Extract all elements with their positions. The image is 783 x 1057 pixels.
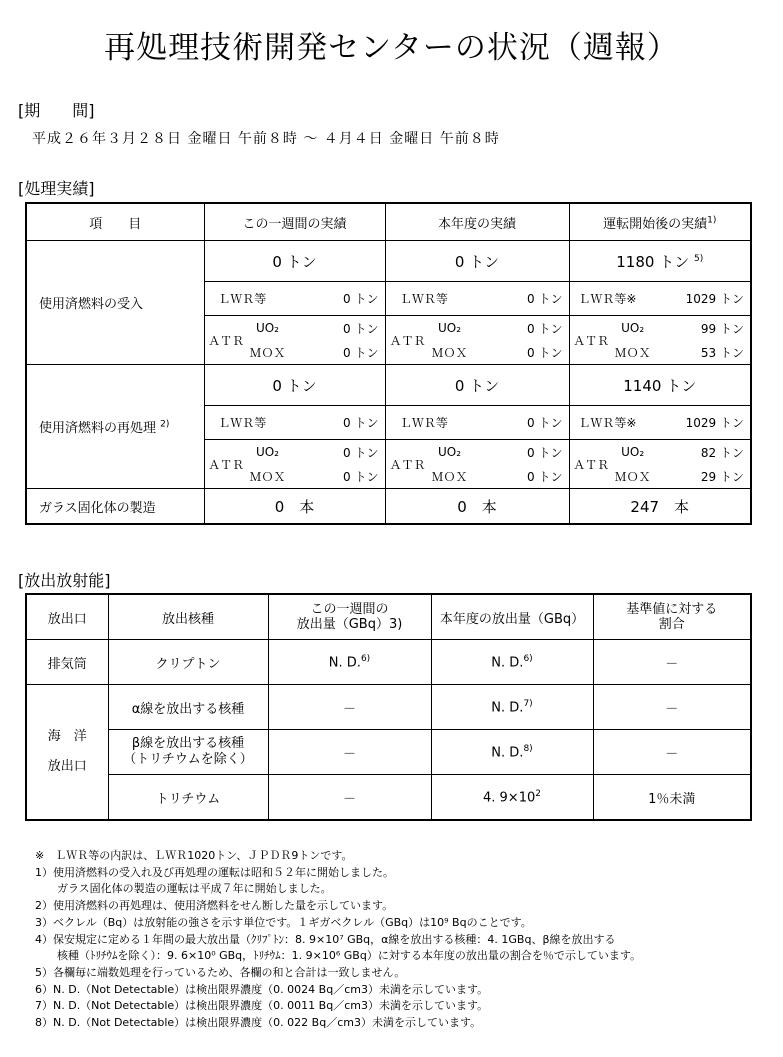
atr-label: ＡＴＲ (573, 333, 610, 348)
mox-value: 53 トン (700, 345, 744, 360)
nuclide-name: β線を放出する核種 （トリチウムを除く） (108, 730, 268, 775)
mox-label: ＭＯＸ (614, 345, 651, 360)
receipt-all-total: 1180 トン $^{5)}$ (569, 241, 751, 282)
mox-value: 0 トン (527, 345, 563, 360)
uo2-value: 99 トン (700, 321, 744, 336)
footnote: ※ ＬＷＲ等の内訳は、ＬＷＲ1020トン、ＪＰＤＲ9トンです。 (35, 849, 353, 862)
footnote: 7）N. D.（Not Detectable）は検出限界濃度（0. 0011 Bq／cm3）未満を示しています。 (35, 999, 489, 1013)
lwr-value: 0 トン (343, 416, 379, 430)
mox-label: ＭＯＸ (249, 345, 286, 360)
footnotes (35, 848, 641, 1032)
lwr-value: 0 トン (343, 292, 379, 306)
uo2-value: 82 トン (700, 445, 744, 460)
period-text: 平成２６年３月２８日 金曜日 午前８時 ～ ４月４日 金曜日 午前８時 (32, 131, 500, 147)
ratio: 1％未満 (593, 775, 751, 821)
header-week: この一週間の実績 (204, 203, 385, 241)
week-release: － (268, 730, 431, 775)
radio-heading: [放出放射能] (18, 571, 111, 590)
header-week-release: この一週間の 放出量（GBq）3) (268, 594, 431, 640)
mox-label: ＭＯＸ (249, 469, 286, 484)
uo2-label: UO₂ (621, 445, 645, 459)
footnote: 8）N. D.（Not Detectable）は検出限界濃度（0. 022 Bq／cm3）未満を示しています。 (35, 1016, 482, 1030)
week-release: N. D.$^{6)}$ (268, 640, 431, 685)
lwr-label: ＬＷＲ等 (399, 416, 448, 430)
atr-label: ＡＴＲ (389, 333, 426, 348)
header-total: 運転開始後の実績$^{1)}$ (569, 203, 751, 241)
outlet-stack: 排気筒 (26, 640, 108, 685)
atr-label: ＡＴＲ (389, 457, 426, 472)
lwr-label: ＬＷＲ等 (399, 292, 448, 306)
footnote: 4）保安規定に定める１年間の最大放出量（ｸﾘﾌﾟﾄﾝ：8. 9×10⁷ GBq，α線を放出する核種：4. 1GBq、β線を放出する (35, 932, 616, 946)
mox-value: 0 トン (343, 345, 379, 360)
uo2-label: UO₂ (255, 321, 279, 335)
nuclide-name: α線を放出する核種 (108, 685, 268, 730)
nuclide-name: クリプトン (108, 640, 268, 685)
week-release: － (268, 775, 431, 821)
mox-value: 0 トン (527, 469, 563, 484)
ratio: － (593, 730, 751, 775)
receipt-year-total: 0 トン (385, 241, 569, 282)
lwr-value: 0 トン (527, 416, 563, 430)
reprocess-year-total: 0 トン (385, 365, 569, 406)
mox-label: ＭＯＸ (614, 469, 651, 484)
lwr-value: 1029 トン (685, 416, 744, 430)
year-release: N. D.$^{7)}$ (431, 685, 593, 730)
header-outlet: 放出口 (26, 594, 108, 640)
uo2-value: 0 トン (343, 321, 379, 336)
ratio: － (593, 640, 751, 685)
processing-table (25, 202, 752, 525)
glass-week: 0 本 (204, 489, 385, 525)
lwr-value: 1029 トン (685, 292, 744, 306)
uo2-label: UO₂ (438, 445, 462, 459)
uo2-label: UO₂ (438, 321, 462, 335)
reprocess-label: 使用済燃料の再処理 $^{2)}$ (26, 365, 204, 489)
receipt-label: 使用済燃料の受入 (26, 241, 204, 365)
ratio: － (593, 685, 751, 730)
uo2-label: UO₂ (621, 321, 645, 335)
week-release: － (268, 685, 431, 730)
atr-label: ＡＴＲ (208, 333, 245, 348)
reprocess-week-total: 0 トン (204, 365, 385, 406)
lwr-label: ＬＷＲ等 (218, 292, 267, 306)
radioactivity-table (25, 593, 752, 821)
uo2-value: 0 トン (343, 445, 379, 460)
processing-heading: [処理実績] (18, 179, 95, 198)
atr-label: ＡＴＲ (208, 457, 245, 472)
year-release: 4. $9\times 10^2$ (431, 775, 593, 821)
year-release: N. D.$^{6)}$ (431, 640, 593, 685)
footnote: ガラス固化体の製造の運転は平成７年に開始しました。 (35, 882, 332, 896)
page-title: 再処理技術開発センターの状況（週報） (104, 30, 679, 66)
header-year-release: 本年度の放出量（GBq） (431, 594, 593, 640)
receipt-week-total: 0 トン (204, 241, 385, 282)
uo2-label: UO₂ (255, 445, 279, 459)
lwr-value: 0 トン (527, 292, 563, 306)
reprocess-all-total: 1140 トン (569, 365, 751, 406)
lwr-label: ＬＷＲ等※ (578, 416, 637, 430)
uo2-value: 0 トン (527, 445, 563, 460)
nuclide-name: トリチウム (108, 775, 268, 821)
header-year: 本年度の実績 (385, 203, 569, 241)
header-ratio: 基準値に対する 割合 (593, 594, 751, 640)
glass-total: 247 本 (569, 489, 751, 525)
period-heading: [期 間] (18, 101, 95, 120)
mox-label: ＭＯＸ (431, 345, 468, 360)
footnote: 核種（ﾄﾘﾁｳﾑを除く）：9. 6×10⁰ GBq，ﾄﾘﾁｳﾑ：1. 9×10⁶ GBq）に対する本年度の放出量の割合を％で示しています。 (35, 949, 641, 963)
lwr-label: ＬＷＲ等※ (578, 292, 637, 306)
footnote: 1）使用済燃料の受入れ及び再処理の運転は昭和５２年に開始しました。 (35, 865, 394, 879)
header-nuclide: 放出核種 (108, 594, 268, 640)
year-release: N. D.$^{8)}$ (431, 730, 593, 775)
footnote: 6）N. D.（Not Detectable）は検出限界濃度（0. 0024 Bq／cm3）未満を示しています。 (35, 982, 489, 996)
header-item: 項 目 (26, 203, 204, 241)
glass-label: ガラス固化体の製造 (26, 489, 204, 525)
footnote: 5）各欄毎に端数処理を行っているため、各欄の和と合計は一致しません。 (35, 965, 406, 979)
lwr-label: ＬＷＲ等 (218, 416, 267, 430)
mox-value: 29 トン (700, 469, 744, 484)
footnote: 2）使用済燃料の再処理は、使用済燃料をせん断した量を示しています。 (35, 899, 394, 913)
atr-label: ＡＴＲ (573, 457, 610, 472)
glass-year: 0 本 (385, 489, 569, 525)
footnote: 3）ベクレル（Bq）は放射能の強さを示す単位です。１ギガベクレル（GBq）は10⁹ Bqのことです。 (35, 915, 532, 929)
mox-value: 0 トン (343, 469, 379, 484)
mox-label: ＭＯＸ (431, 469, 468, 484)
uo2-value: 0 トン (527, 321, 563, 336)
outlet-ocean: 海 洋 放出口 (26, 685, 108, 821)
